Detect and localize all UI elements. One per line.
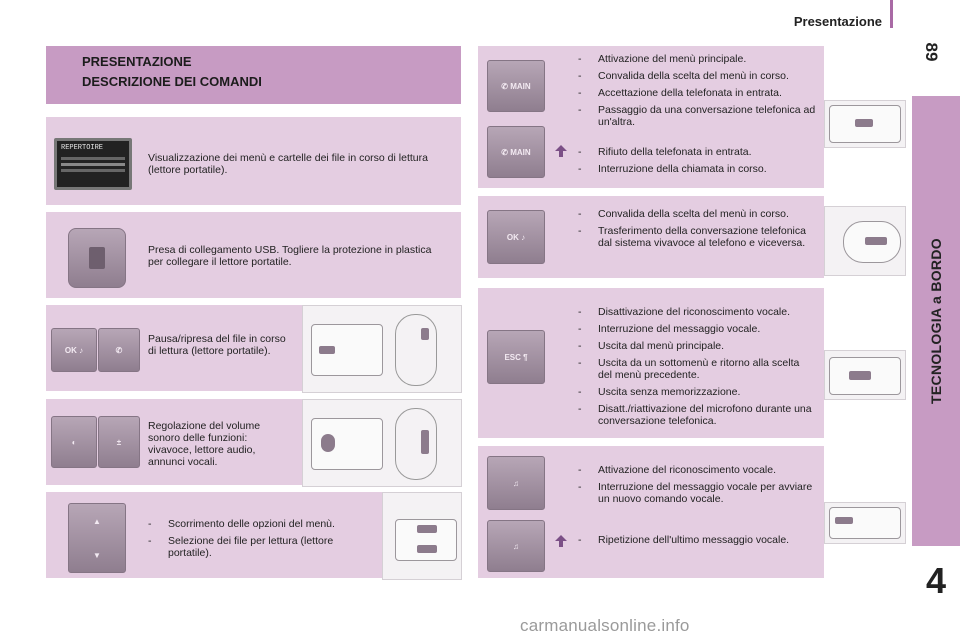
main-button-label: MAIN	[510, 147, 531, 157]
volume-up-down-icon: ±	[116, 437, 122, 447]
main-list	[570, 53, 816, 133]
page-title: PRESENTAZIONE	[82, 54, 192, 69]
header-divider	[890, 0, 893, 28]
highlighted-key	[835, 517, 853, 524]
highlighted-key	[421, 328, 429, 340]
voice-list	[570, 464, 816, 510]
voice-illustration	[824, 502, 906, 544]
ok-list	[570, 208, 816, 254]
arrow-up-icon: ▲	[93, 516, 101, 526]
main-illustration	[824, 100, 906, 148]
list-item: - Ripetizione dell'ultimo messaggio vocale.	[570, 534, 816, 546]
chapter-title-box	[912, 96, 960, 546]
scroll-list	[140, 518, 372, 564]
esc-illustration	[824, 350, 906, 400]
voice-icon: ♫	[513, 478, 519, 488]
pause-description: Pausa/ripresa del file in corso di lettura (lettore portatile).	[148, 333, 286, 357]
ok-confirm-label: OK	[506, 232, 519, 242]
voice-icon: ♫	[513, 541, 519, 551]
volume-illustration	[302, 399, 462, 487]
section-title: Presentazione	[793, 14, 882, 29]
list-item: - Trasferimento della conversazione telefonica dal sistema vivavoce al telefono e viceversa.	[570, 225, 816, 249]
main-list-b	[570, 146, 816, 180]
chapter-title: TECNOLOGIA a BORDO	[928, 238, 945, 404]
list-item: - Disatt./riattivazione del microfono durante una conversazione telefonica.	[570, 403, 816, 427]
list-item: - Attivazione del menù principale.	[570, 53, 816, 65]
highlighted-key	[319, 346, 335, 354]
highlighted-key	[855, 119, 873, 127]
ok-confirm-button[interactable]	[487, 210, 545, 264]
display-line	[61, 163, 125, 166]
ok-button[interactable]	[51, 328, 97, 372]
list-item: - Uscita da un sottomenù e ritorno alla scelta del menù precedente.	[570, 357, 816, 381]
display-description: Visualizzazione dei menù e cartelle dei file in corso di lettura (lettore portatile).	[148, 152, 428, 176]
main-button[interactable]	[487, 60, 545, 112]
list-item: - Uscita dal menù principale.	[570, 340, 816, 352]
list-item: - Convalida della scelta del menù in corso.	[570, 208, 816, 220]
display-screen-text: REPERTOIRE	[61, 144, 104, 152]
long-press-icon	[554, 534, 568, 548]
phone-icon: ✆	[115, 345, 123, 355]
voice-icon: ¶	[520, 352, 528, 362]
watermark: carmanualsonline.info	[520, 616, 690, 635]
list-item: - Convalida della scelta del menù in corso.	[570, 70, 816, 82]
long-press-icon	[554, 144, 568, 158]
list-item: - Rifiuto della telefonata in entrata.	[570, 146, 816, 158]
list-item: - Attivazione del riconoscimento vocale.	[570, 464, 816, 476]
list-item: - Selezione dei file per lettura (lettore portatile).	[140, 535, 372, 559]
arrow-down-icon: ▼	[93, 550, 101, 560]
ok-illustration	[824, 206, 906, 276]
chapter-number: 4	[925, 560, 947, 601]
list-item: - Interruzione del messaggio vocale.	[570, 323, 816, 335]
display-line	[61, 157, 125, 160]
list-item: - Uscita senza memorizzazione.	[570, 386, 816, 398]
esc-list	[570, 306, 816, 432]
esc-button[interactable]	[487, 330, 545, 384]
list-item: - Scorrimento delle opzioni del menù.	[140, 518, 372, 530]
highlighted-key	[849, 371, 871, 380]
highlighted-key	[417, 525, 437, 533]
steering-controls-illustration	[302, 305, 462, 393]
scroll-illustration	[382, 492, 462, 580]
ok-button-label: OK	[64, 345, 77, 355]
display-line	[61, 169, 125, 172]
pause-button[interactable]	[98, 328, 140, 372]
list-item: - Accettazione della telefonata in entrata.	[570, 87, 816, 99]
mute-icon: ♪	[76, 345, 84, 355]
highlighted-key	[421, 430, 429, 454]
scroll-buttons[interactable]	[68, 503, 126, 573]
esc-button-label: ESC	[504, 352, 521, 362]
voice-button-long[interactable]	[487, 520, 545, 572]
highlighted-key	[865, 237, 887, 245]
highlighted-key	[417, 545, 437, 553]
usb-port[interactable]	[68, 228, 126, 288]
main-button-long[interactable]	[487, 126, 545, 178]
usb-plug-icon	[89, 247, 105, 269]
list-item: - Disattivazione del riconoscimento vocale.	[570, 306, 816, 318]
voice-button[interactable]	[487, 456, 545, 510]
volume-wheel[interactable]	[51, 416, 97, 468]
list-item: - Interruzione del messaggio vocale per avviare un nuovo comando vocale.	[570, 481, 816, 505]
voice-list-b	[570, 534, 816, 551]
usb-description: Presa di collegamento USB. Togliere la protezione in plastica per collegare il lettore portatile.	[148, 244, 432, 268]
volume-description: Regolazione del volume sonoro delle funzioni: vivavoce, lettore audio, annunci vocali.	[148, 420, 261, 468]
mute-icon: ♪	[518, 232, 526, 242]
steering-wheel-pod	[395, 408, 437, 480]
steering-wheel-pod	[395, 314, 437, 386]
highlighted-key	[321, 434, 335, 452]
page-subtitle: DESCRIZIONE DEI COMANDI	[82, 74, 262, 89]
volume-icon: ◐	[71, 437, 77, 447]
main-button-label: MAIN	[510, 81, 531, 91]
display-screen	[54, 138, 132, 190]
page-number: 89	[922, 42, 941, 62]
volume-rocker[interactable]	[98, 416, 140, 468]
list-item: - Passaggio da una conversazione telefonica ad un'altra.	[570, 104, 816, 128]
phone-icon: ✆	[501, 81, 511, 91]
phone-icon: ✆	[501, 147, 511, 157]
list-item: - Interruzione della chiamata in corso.	[570, 163, 816, 175]
